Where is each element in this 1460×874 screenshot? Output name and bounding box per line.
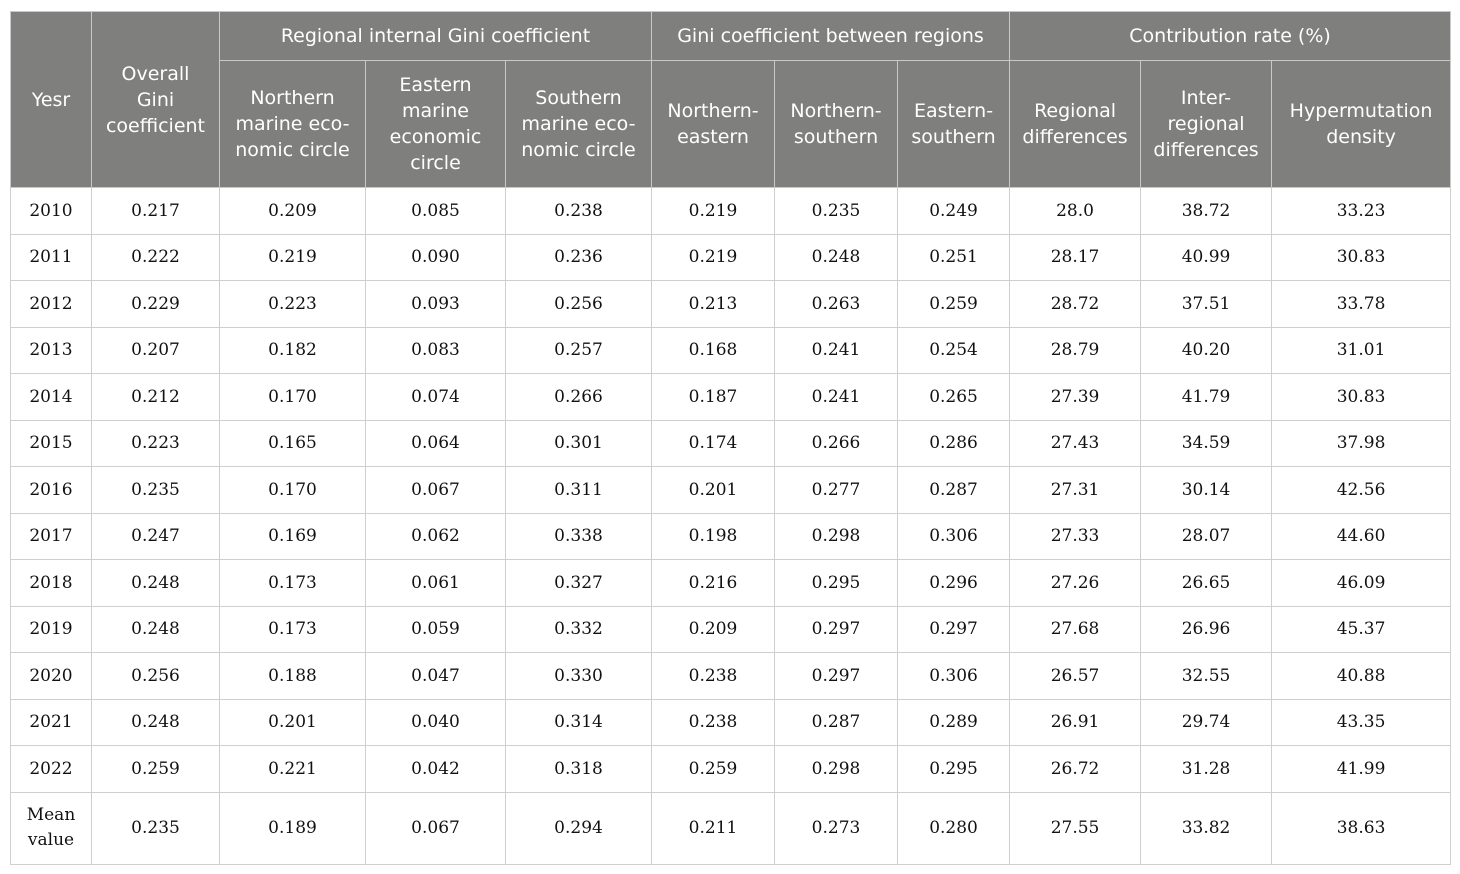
table-row-mean [11, 792, 1451, 864]
table-row [11, 188, 1451, 235]
header-eastern-southern [898, 61, 1010, 188]
table-cell: 0.254 [898, 327, 1010, 374]
table-cell: 0.273 [775, 792, 898, 864]
table-cell: 27.26 [1010, 560, 1141, 607]
table-cell: 0.222 [92, 234, 220, 281]
table-cell: 27.68 [1010, 606, 1141, 653]
table-cell: 0.059 [366, 606, 506, 653]
table-row [11, 560, 1451, 607]
gini-coefficient-table [10, 11, 1451, 865]
header-hypermutation-density [1272, 61, 1451, 188]
table-cell: 0.277 [775, 467, 898, 514]
table-cell: 28.17 [1010, 234, 1141, 281]
header-line: marine eco- [235, 113, 350, 135]
table-cell: 30.83 [1272, 234, 1451, 281]
table-cell: 0.211 [652, 792, 775, 864]
table-cell: 26.72 [1010, 746, 1141, 793]
table-cell: 0.301 [506, 420, 652, 467]
table-cell: 0.248 [92, 606, 220, 653]
table-cell: 0.188 [220, 653, 366, 700]
table-cell: 0.241 [775, 374, 898, 421]
table-row [11, 606, 1451, 653]
table-cell: 0.235 [92, 467, 220, 514]
table-cell: 40.20 [1141, 327, 1272, 374]
table-cell: 41.79 [1141, 374, 1272, 421]
table-cell: 0.173 [220, 560, 366, 607]
year-cell: 2012 [11, 281, 92, 328]
table-cell: 0.287 [898, 467, 1010, 514]
table-cell: 0.241 [775, 327, 898, 374]
table-cell: 0.238 [652, 699, 775, 746]
table-cell: 29.74 [1141, 699, 1272, 746]
table-cell: 46.09 [1272, 560, 1451, 607]
table-cell: 27.55 [1010, 792, 1141, 864]
year-cell: 2021 [11, 699, 92, 746]
header-overall-gini [92, 12, 220, 188]
table-cell: 0.306 [898, 513, 1010, 560]
table-cell: 0.173 [220, 606, 366, 653]
header-line: nomic circle [235, 139, 350, 161]
table-cell: 0.170 [220, 467, 366, 514]
table-cell: 0.248 [775, 234, 898, 281]
year-cell: 2014 [11, 374, 92, 421]
year-cell: 2019 [11, 606, 92, 653]
year-cell: 2013 [11, 327, 92, 374]
table-cell: 0.047 [366, 653, 506, 700]
table-cell: 0.248 [92, 560, 220, 607]
table-cell: 0.201 [652, 467, 775, 514]
table-cell: 0.201 [220, 699, 366, 746]
header-northern-eastern [652, 61, 775, 188]
table-cell: 0.296 [898, 560, 1010, 607]
table-row [11, 234, 1451, 281]
table-cell: 37.51 [1141, 281, 1272, 328]
header-line: regional [1167, 113, 1245, 135]
table-cell: 0.298 [775, 513, 898, 560]
table-cell: 30.83 [1272, 374, 1451, 421]
table-cell: 0.042 [366, 746, 506, 793]
header-year: Yesr [11, 12, 92, 188]
header-line: marine eco- [521, 113, 636, 135]
header-line: Regional [1034, 100, 1117, 122]
table-cell: 0.067 [366, 792, 506, 864]
table-cell: 28.0 [1010, 188, 1141, 235]
table-cell: 0.209 [652, 606, 775, 653]
table-cell: 0.297 [898, 606, 1010, 653]
table-cell: 0.332 [506, 606, 652, 653]
table-cell: 33.82 [1141, 792, 1272, 864]
table-row [11, 467, 1451, 514]
table-cell: 0.198 [652, 513, 775, 560]
table-cell: 0.187 [652, 374, 775, 421]
header-group-contribution-rate: Contribution rate (%) [1010, 12, 1451, 61]
header-line: Northern [250, 87, 335, 109]
table-cell: 0.256 [506, 281, 652, 328]
header-line: Overall [121, 62, 190, 85]
table-cell: 0.165 [220, 420, 366, 467]
table-cell: 38.72 [1141, 188, 1272, 235]
header-line: Northern- [667, 100, 759, 122]
table-cell: 28.72 [1010, 281, 1141, 328]
table-cell: 0.209 [220, 188, 366, 235]
table-cell: 27.43 [1010, 420, 1141, 467]
table-cell: 26.65 [1141, 560, 1272, 607]
mean-label-line: Mean [26, 805, 76, 825]
header-line: Eastern [399, 74, 472, 96]
gini-table-container [10, 11, 1450, 865]
header-eastern-circle [366, 61, 506, 188]
table-cell: 40.88 [1272, 653, 1451, 700]
table-cell: 42.56 [1272, 467, 1451, 514]
year-cell: 2016 [11, 467, 92, 514]
table-cell: 34.59 [1141, 420, 1272, 467]
table-cell: 0.064 [366, 420, 506, 467]
table-cell: 0.286 [898, 420, 1010, 467]
table-row [11, 513, 1451, 560]
table-cell: 27.39 [1010, 374, 1141, 421]
table-header [11, 12, 1451, 188]
header-line: nomic circle [521, 139, 636, 161]
header-line: Hypermutation [1289, 100, 1433, 122]
table-cell: 31.28 [1141, 746, 1272, 793]
table-cell: 27.31 [1010, 467, 1141, 514]
table-cell: 0.297 [775, 606, 898, 653]
table-cell: 0.207 [92, 327, 220, 374]
table-row [11, 699, 1451, 746]
table-cell: 0.061 [366, 560, 506, 607]
year-cell: 2015 [11, 420, 92, 467]
table-cell: 0.280 [898, 792, 1010, 864]
table-cell: 0.236 [506, 234, 652, 281]
table-cell: 0.223 [92, 420, 220, 467]
table-cell: 40.99 [1141, 234, 1272, 281]
header-line: Inter- [1180, 87, 1232, 109]
header-northern-southern [775, 61, 898, 188]
table-cell: 0.256 [92, 653, 220, 700]
header-line: differences [1153, 139, 1259, 161]
header-line: southern [911, 126, 996, 148]
header-inter-regional-differences [1141, 61, 1272, 188]
table-cell: 0.067 [366, 467, 506, 514]
table-cell: 0.169 [220, 513, 366, 560]
table-cell: 0.093 [366, 281, 506, 328]
header-line: Eastern- [914, 100, 994, 122]
table-cell: 45.37 [1272, 606, 1451, 653]
table-cell: 27.33 [1010, 513, 1141, 560]
table-cell: 0.314 [506, 699, 652, 746]
table-row [11, 653, 1451, 700]
table-cell: 0.040 [366, 699, 506, 746]
year-cell: 2018 [11, 560, 92, 607]
table-cell: 0.259 [898, 281, 1010, 328]
table-cell: 0.259 [652, 746, 775, 793]
header-line: economic [389, 126, 482, 148]
table-cell: 0.217 [92, 188, 220, 235]
table-cell: 43.35 [1272, 699, 1451, 746]
table-cell: 41.99 [1272, 746, 1451, 793]
table-cell: 0.170 [220, 374, 366, 421]
table-cell: 0.174 [652, 420, 775, 467]
table-cell: 0.295 [775, 560, 898, 607]
header-line: Gini [136, 88, 175, 111]
table-cell: 0.249 [898, 188, 1010, 235]
table-cell: 0.219 [220, 234, 366, 281]
table-cell: 0.289 [898, 699, 1010, 746]
header-southern-circle [506, 61, 652, 188]
table-cell: 0.219 [652, 188, 775, 235]
table-row [11, 374, 1451, 421]
table-cell: 0.248 [92, 699, 220, 746]
table-cell: 38.63 [1272, 792, 1451, 864]
table-cell: 0.182 [220, 327, 366, 374]
table-cell: 30.14 [1141, 467, 1272, 514]
table-cell: 0.257 [506, 327, 652, 374]
year-cell: 2010 [11, 188, 92, 235]
table-cell: 0.083 [366, 327, 506, 374]
table-cell: 44.60 [1272, 513, 1451, 560]
year-cell: 2011 [11, 234, 92, 281]
table-cell: 0.189 [220, 792, 366, 864]
table-cell: 0.212 [92, 374, 220, 421]
header-regional-differences [1010, 61, 1141, 188]
table-cell: 0.074 [366, 374, 506, 421]
table-row [11, 420, 1451, 467]
table-cell: 0.251 [898, 234, 1010, 281]
mean-label-line: value [27, 830, 75, 850]
table-cell: 0.338 [506, 513, 652, 560]
table-cell: 0.330 [506, 653, 652, 700]
table-cell: 0.266 [775, 420, 898, 467]
year-cell: 2017 [11, 513, 92, 560]
table-cell: 0.306 [898, 653, 1010, 700]
header-line: density [1326, 126, 1396, 148]
table-cell: 0.265 [898, 374, 1010, 421]
table-cell: 0.213 [652, 281, 775, 328]
table-cell: 0.263 [775, 281, 898, 328]
table-cell: 0.090 [366, 234, 506, 281]
table-cell: 0.229 [92, 281, 220, 328]
table-cell: 0.062 [366, 513, 506, 560]
year-cell: 2020 [11, 653, 92, 700]
table-cell: 33.78 [1272, 281, 1451, 328]
table-cell: 0.297 [775, 653, 898, 700]
mean-label-cell [11, 792, 92, 864]
table-cell: 0.247 [92, 513, 220, 560]
table-cell: 0.235 [775, 188, 898, 235]
table-cell: 0.311 [506, 467, 652, 514]
table-cell: 0.085 [366, 188, 506, 235]
table-cell: 0.219 [652, 234, 775, 281]
table-cell: 0.223 [220, 281, 366, 328]
header-group-regional-internal: Regional internal Gini coefficient [220, 12, 652, 61]
table-cell: 28.07 [1141, 513, 1272, 560]
table-cell: 0.238 [652, 653, 775, 700]
header-line: differences [1022, 126, 1128, 148]
header-group-between-regions: Gini coefficient between regions [652, 12, 1010, 61]
header-line: circle [410, 152, 461, 174]
table-cell: 0.221 [220, 746, 366, 793]
table-cell: 26.91 [1010, 699, 1141, 746]
table-cell: 28.79 [1010, 327, 1141, 374]
table-body [11, 188, 1451, 865]
table-cell: 26.57 [1010, 653, 1141, 700]
header-line: marine [402, 100, 469, 122]
table-cell: 0.295 [898, 746, 1010, 793]
header-line: southern [793, 126, 879, 148]
table-cell: 0.298 [775, 746, 898, 793]
table-cell: 0.238 [506, 188, 652, 235]
header-line: Southern [535, 87, 622, 109]
table-cell: 0.294 [506, 792, 652, 864]
header-line: eastern [677, 126, 749, 148]
table-cell: 0.266 [506, 374, 652, 421]
table-cell: 0.235 [92, 792, 220, 864]
table-cell: 0.287 [775, 699, 898, 746]
table-cell: 26.96 [1141, 606, 1272, 653]
table-row [11, 281, 1451, 328]
table-row [11, 327, 1451, 374]
table-cell: 32.55 [1141, 653, 1272, 700]
table-cell: 37.98 [1272, 420, 1451, 467]
table-cell: 0.259 [92, 746, 220, 793]
table-cell: 0.318 [506, 746, 652, 793]
table-cell: 0.216 [652, 560, 775, 607]
table-cell: 0.168 [652, 327, 775, 374]
table-row [11, 746, 1451, 793]
table-cell: 31.01 [1272, 327, 1451, 374]
year-cell: 2022 [11, 746, 92, 793]
header-line: Northern- [790, 100, 882, 122]
table-cell: 0.327 [506, 560, 652, 607]
header-line: coefficient [105, 114, 206, 137]
header-northern-circle [220, 61, 366, 188]
table-cell: 33.23 [1272, 188, 1451, 235]
